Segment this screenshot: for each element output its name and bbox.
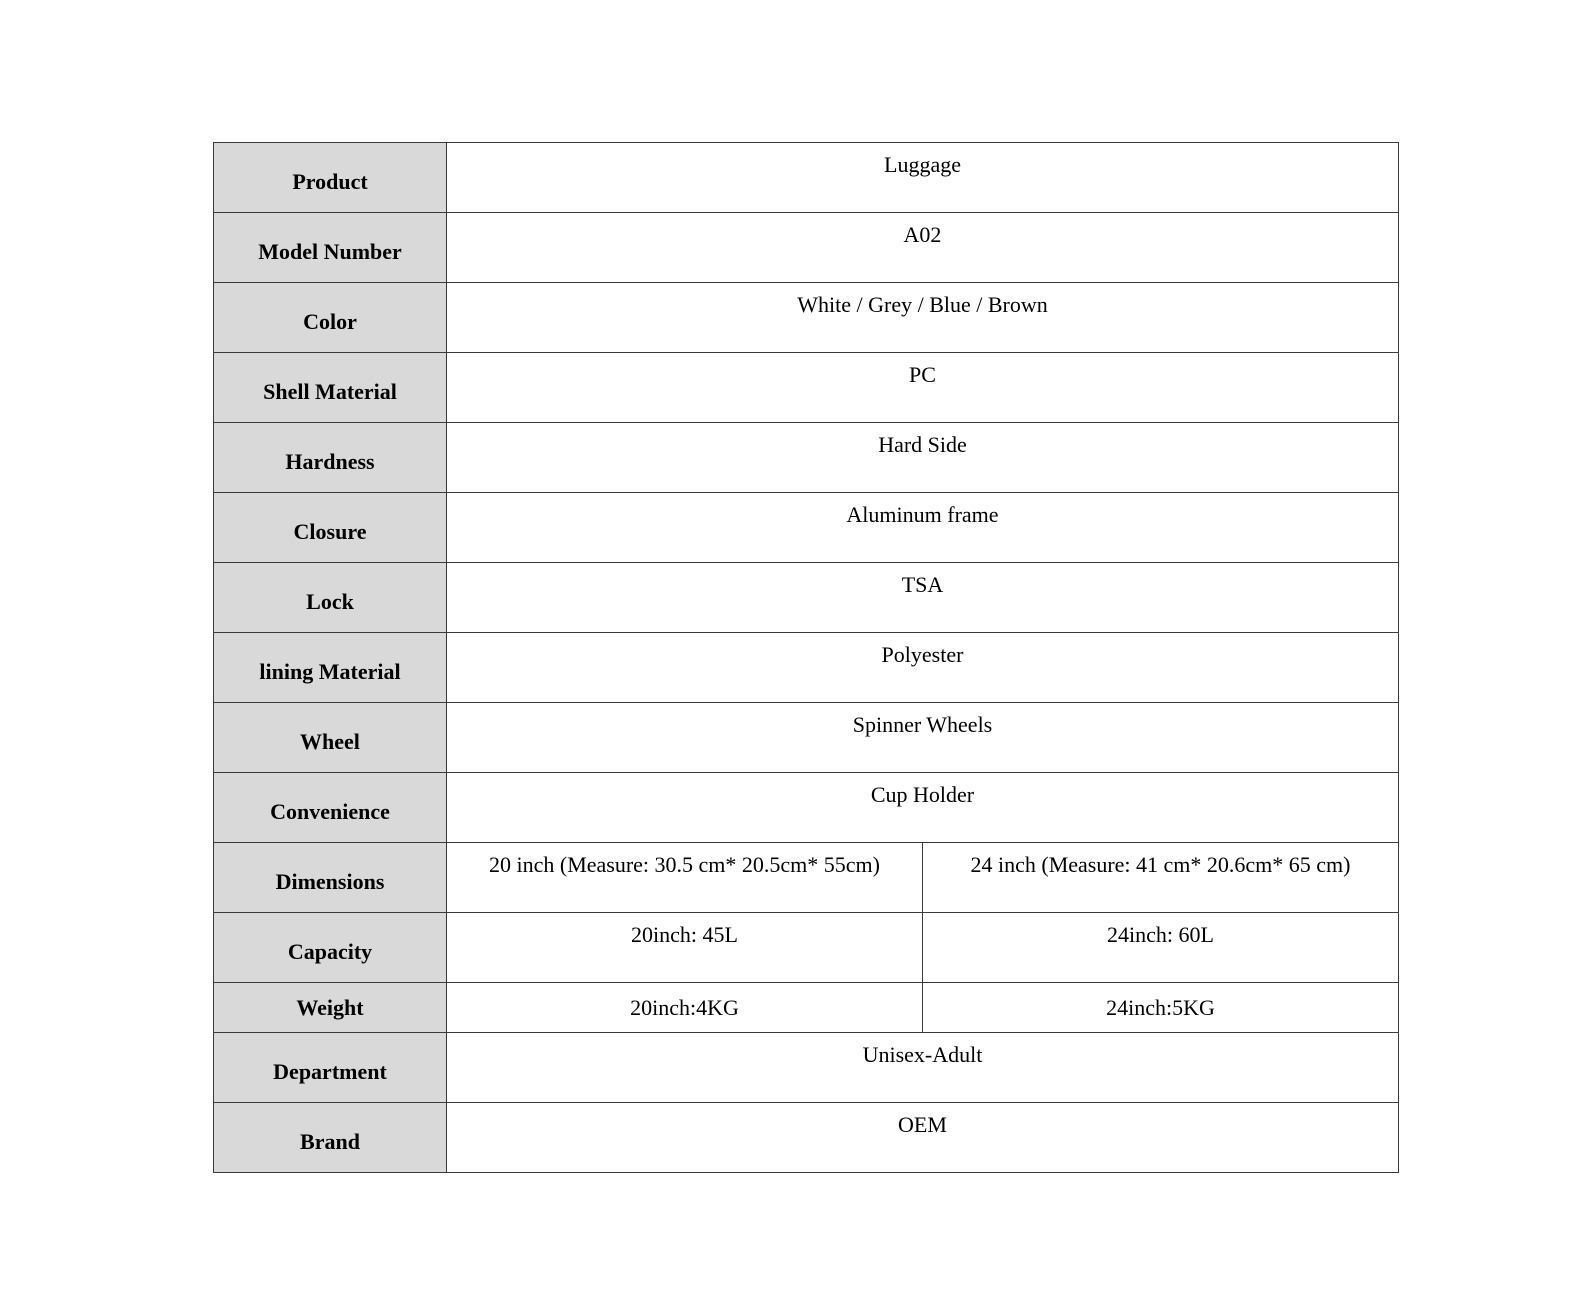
spec-value-20inch: 20inch: 45L [447,913,923,983]
spec-label: Convenience [214,773,447,843]
spec-row-lining-material [214,633,1399,703]
spec-label: Capacity [214,913,447,983]
spec-label: Wheel [214,703,447,773]
spec-label: Lock [214,563,447,633]
spec-value-24inch: 24 inch (Measure: 41 cm* 20.6cm* 65 cm) [923,843,1399,913]
spec-value-24inch: 24inch:5KG [923,983,1399,1033]
spec-value-24inch: 24inch: 60L [923,913,1399,983]
spec-value: White / Grey / Blue / Brown [447,283,1399,353]
spec-row-convenience [214,773,1399,843]
spec-label: lining Material [214,633,447,703]
spec-row-brand [214,1103,1399,1173]
spec-label: Hardness [214,423,447,493]
spec-value: TSA [447,563,1399,633]
spec-row-hardness [214,423,1399,493]
spec-value: Cup Holder [447,773,1399,843]
spec-value-20inch: 20inch:4KG [447,983,923,1033]
spec-label: Model Number [214,213,447,283]
spec-row-color [214,283,1399,353]
spec-row-department [214,1033,1399,1103]
spec-row-dimensions [214,843,1399,913]
spec-row-lock [214,563,1399,633]
spec-value: Unisex-Adult [447,1033,1399,1103]
spec-value: Polyester [447,633,1399,703]
spec-row-capacity [214,913,1399,983]
spec-value: Spinner Wheels [447,703,1399,773]
spec-label: Color [214,283,447,353]
spec-label: Dimensions [214,843,447,913]
product-spec-table [213,142,1399,1173]
spec-label: Shell Material [214,353,447,423]
spec-row-weight [214,983,1399,1033]
spec-row-closure [214,493,1399,563]
spec-row-model-number [214,213,1399,283]
spec-label: Product [214,143,447,213]
spec-value: Luggage [447,143,1399,213]
spec-value-20inch: 20 inch (Measure: 30.5 cm* 20.5cm* 55cm) [447,843,923,913]
spec-value: A02 [447,213,1399,283]
spec-label: Weight [214,983,447,1033]
spec-value: PC [447,353,1399,423]
spec-value: OEM [447,1103,1399,1173]
spec-value: Hard Side [447,423,1399,493]
spec-label: Closure [214,493,447,563]
spec-row-product [214,143,1399,213]
spec-row-shell-material [214,353,1399,423]
spec-label: Department [214,1033,447,1103]
spec-label: Brand [214,1103,447,1173]
spec-value: Aluminum frame [447,493,1399,563]
spec-row-wheel [214,703,1399,773]
